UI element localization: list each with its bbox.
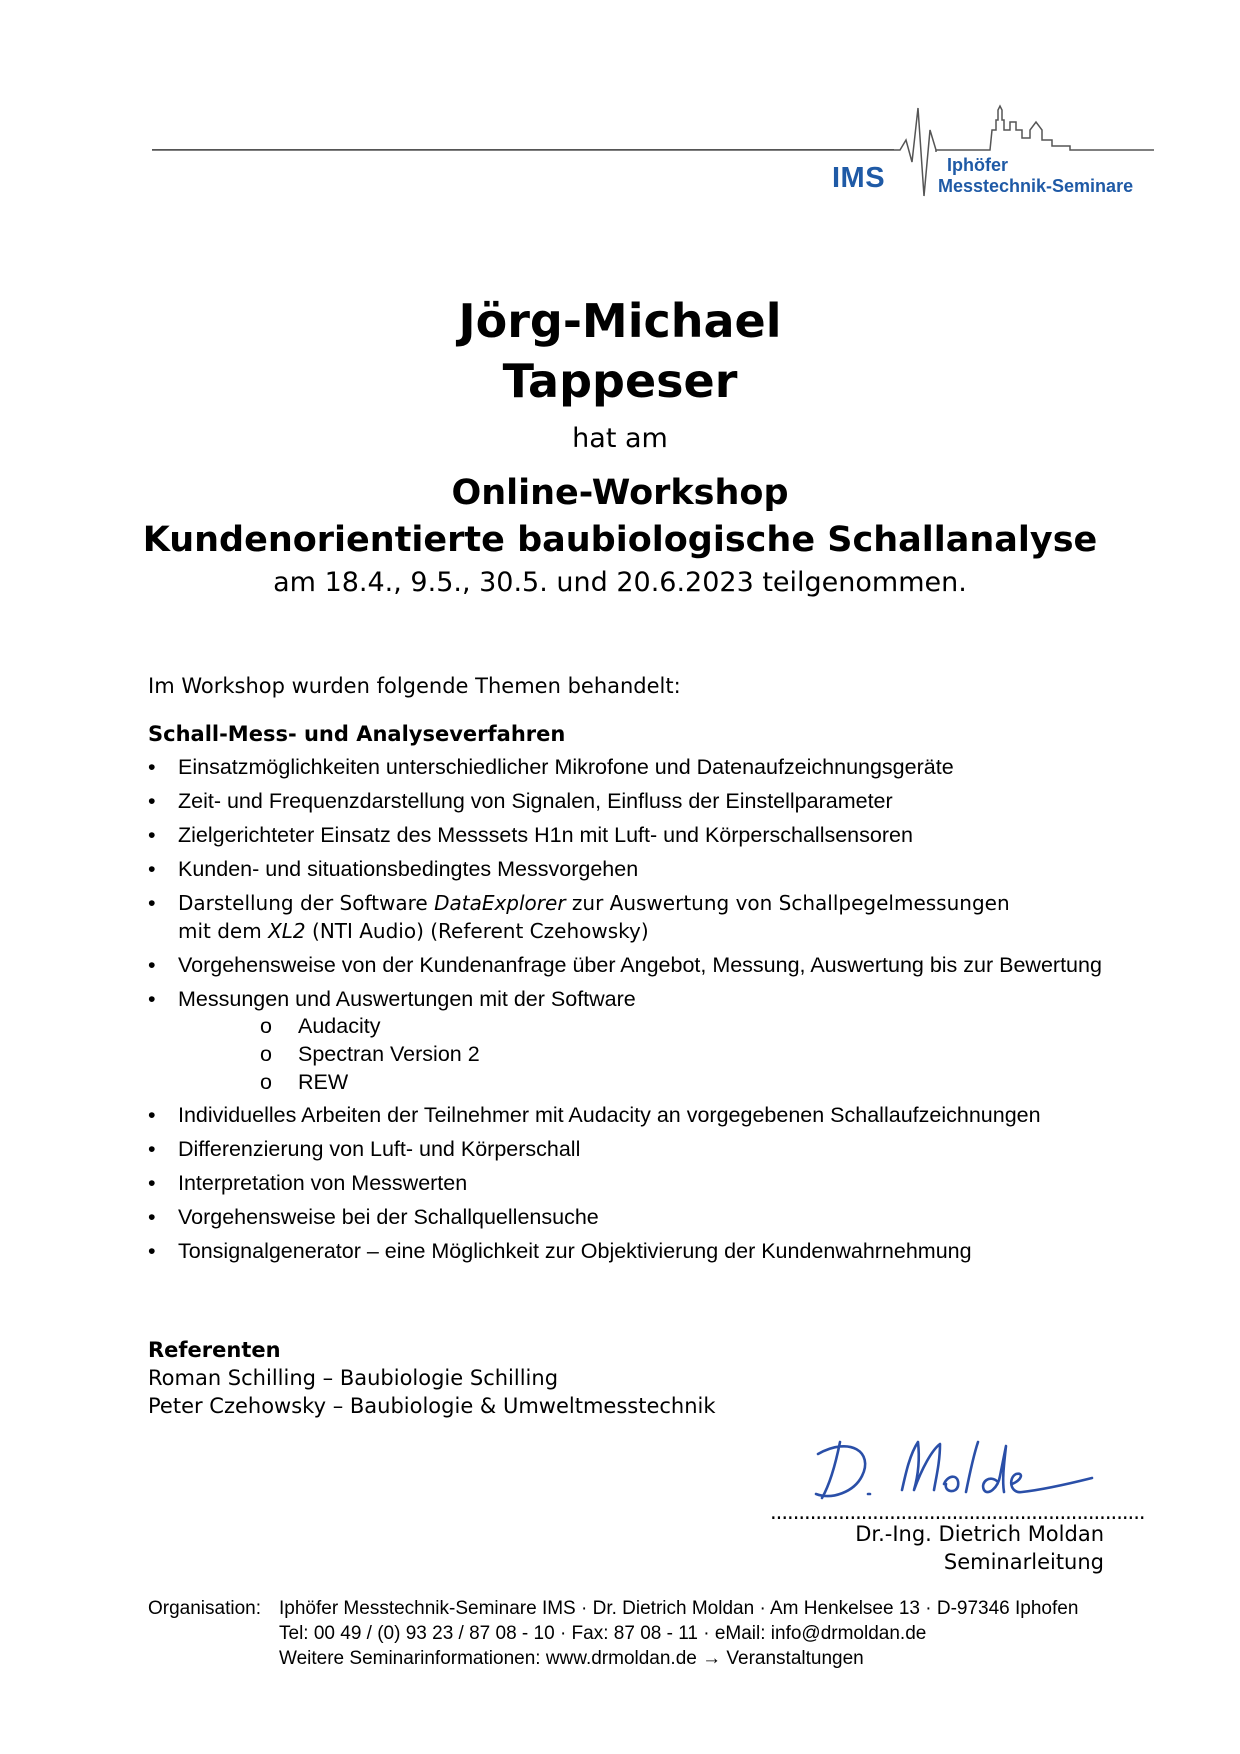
software-name: Audacity <box>298 1014 381 1038</box>
logo-line2: Messtechnik-Seminare <box>938 176 1134 196</box>
bullet-icon: • <box>148 1137 156 1161</box>
date-line: am 18.4., 9.5., 30.5. und 20.6.2023 teilgenommen. <box>273 567 967 598</box>
bullet-icon: • <box>148 1205 156 1229</box>
topic-text: Interpretation von Messwerten <box>178 1171 468 1195</box>
bullet-icon: • <box>148 1103 156 1127</box>
participant-last-name: Tappeser <box>502 354 738 408</box>
device-name: XL2 <box>268 919 306 943</box>
circle-bullet-icon: o <box>260 1014 272 1038</box>
intro-text: Im Workshop wurden folgende Themen behandelt: <box>148 674 681 698</box>
software-name: Spectran Version 2 <box>298 1042 480 1066</box>
signer-role: Seminarleitung <box>943 1550 1104 1574</box>
bullet-icon: • <box>148 1239 156 1263</box>
participant-first-name: Jörg-Michael <box>458 294 782 348</box>
topic-text: Messungen und Auswertungen mit der Software <box>178 987 636 1011</box>
topic-text: Tonsignalgenerator – eine Möglichkeit zur Objektivierung der Kundenwahrnehmung <box>178 1239 972 1263</box>
topic-text: Differenzierung von Luft- und Körperschall <box>178 1137 581 1161</box>
software-name: DataExplorer <box>434 891 566 915</box>
topic-text-continued: mit dem XL2 (NTI Audio) (Referent Czehowsky) <box>178 919 649 943</box>
workshop-title: Kundenorientierte baubiologische Schallanalyse <box>142 520 1098 560</box>
bullet-icon: • <box>148 755 156 779</box>
logo-line1: Iphöfer <box>947 155 1008 175</box>
referenten-heading: Referenten <box>148 1338 281 1362</box>
referent-item: Peter Czehowsky – Baubiologie & Umweltmesstechnik <box>148 1394 716 1418</box>
signature-line: .................................................................. <box>770 1500 1145 1524</box>
circle-bullet-icon: o <box>260 1042 272 1066</box>
topic-text: Vorgehensweise von der Kundenanfrage über Angebot, Messung, Auswertung bis zur Bewertung <box>178 953 1102 977</box>
circle-bullet-icon: o <box>260 1070 272 1094</box>
topic-text: Zielgerichteter Einsatz des Messsets H1n mit Luft- und Körperschallsensoren <box>178 823 913 847</box>
bullet-icon: • <box>148 823 156 847</box>
logo-abbr: IMS <box>832 162 886 194</box>
section-heading: Schall-Mess- und Analyseverfahren <box>148 722 566 746</box>
bullet-icon: • <box>148 789 156 813</box>
footer-website: Weitere Seminarinformationen: www.drmoldan.de → Veranstaltungen <box>279 1648 864 1669</box>
topic-text: Darstellung der Software DataExplorer zur Auswertung von Schallpegelmessungen <box>178 891 1010 915</box>
topic-text: Vorgehensweise bei der Schallquellensuche <box>178 1205 599 1229</box>
bullet-icon: • <box>148 953 156 977</box>
footer-label: Organisation: <box>148 1598 262 1619</box>
topic-text: Individuelles Arbeiten der Teilnehmer mit Audacity an vorgegebenen Schallaufzeichnungen <box>178 1103 1041 1127</box>
footer-contact: Tel: 00 49 / (0) 93 23 / 87 08 - 10 · Fax: 87 08 - 11 · eMail: info@drmoldan.de <box>279 1623 927 1644</box>
referent-item: Roman Schilling – Baubiologie Schilling <box>148 1366 559 1390</box>
topic-text: Zeit- und Frequenzdarstellung von Signalen, Einfluss der Einstellparameter <box>178 789 893 813</box>
signer-name: Dr.-Ing. Dietrich Moldan <box>855 1522 1104 1546</box>
workshop-label: Online-Workshop <box>451 473 789 513</box>
hat-am-text: hat am <box>572 423 668 454</box>
topic-text: Kunden- und situationsbedingtes Messvorgehen <box>178 857 639 881</box>
footer-address: Iphöfer Messtechnik-Seminare IMS · Dr. Dietrich Moldan · Am Henkelsee 13 · D-97346 Iphofen <box>279 1598 1079 1619</box>
bullet-icon: • <box>148 987 156 1011</box>
bullet-icon: • <box>148 1171 156 1195</box>
software-name: REW <box>298 1070 349 1094</box>
topic-text: Einsatzmöglichkeiten unterschiedlicher Mikrofone und Datenaufzeichnungsgeräte <box>178 755 954 779</box>
bullet-icon: • <box>148 857 156 881</box>
header-rule <box>152 149 894 150</box>
bullet-icon: • <box>148 891 156 915</box>
